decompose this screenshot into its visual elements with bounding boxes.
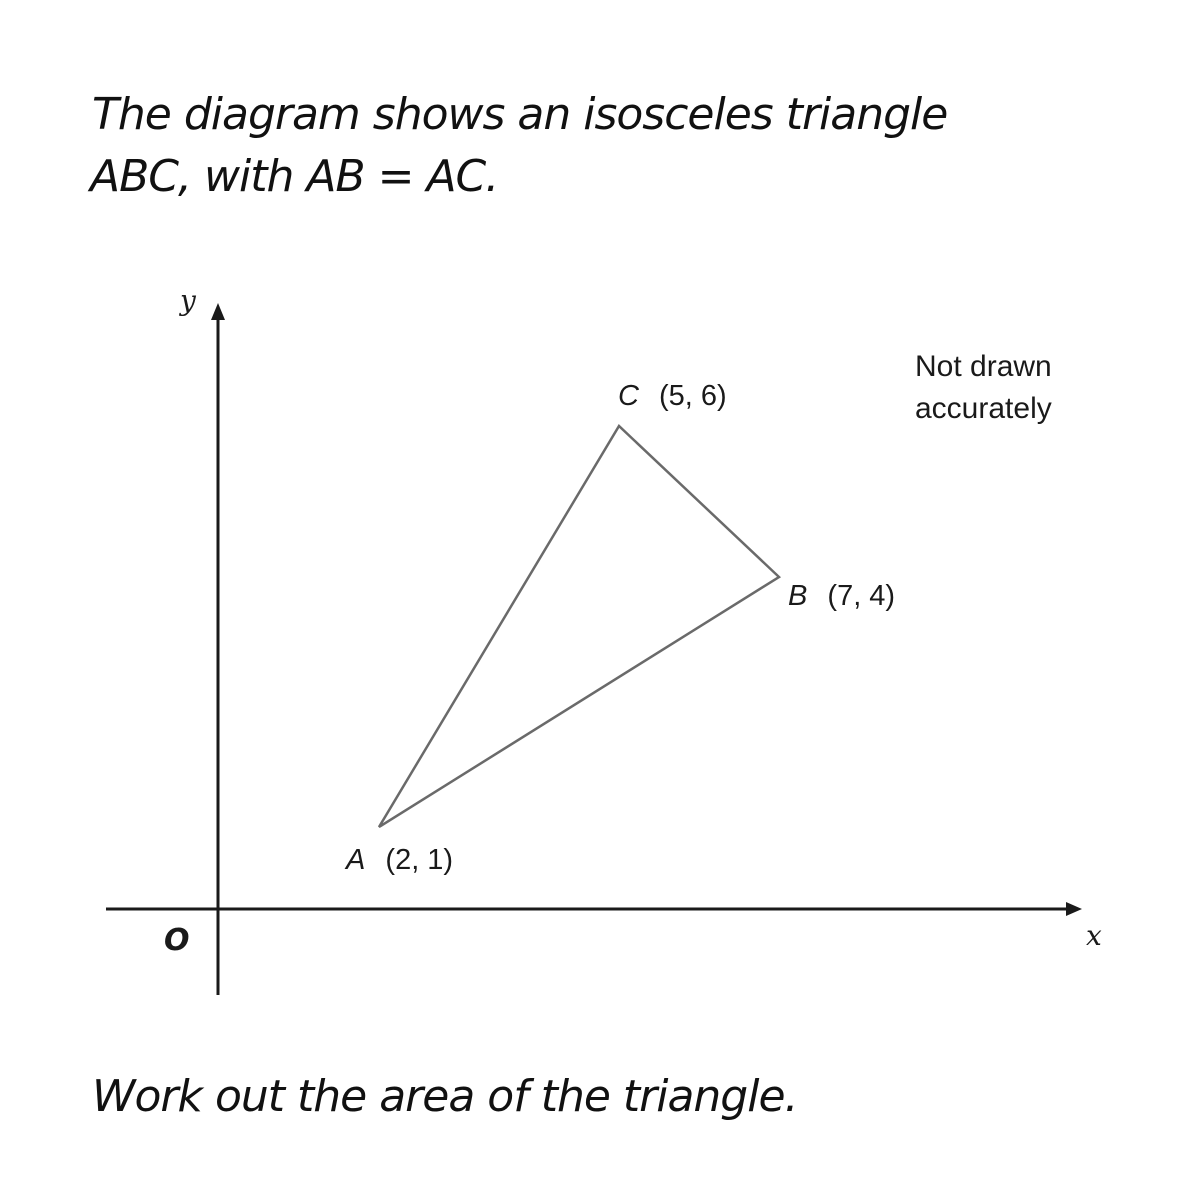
y-axis-arrowhead: [211, 303, 225, 320]
question-intro-line-2: ABC, with AB = AC.: [90, 151, 499, 202]
triangle-abc: [379, 426, 779, 827]
not-drawn-note-line-1: Not drawn: [915, 350, 1052, 383]
point-a-label: [344, 844, 453, 876]
point-c-name: C: [618, 380, 639, 412]
point-a-name: A: [346, 844, 366, 876]
point-b-label: [788, 580, 895, 612]
y-axis-label: y: [180, 284, 196, 317]
point-b-name: B: [788, 580, 808, 612]
origin-label: O: [164, 923, 190, 958]
x-axis-arrowhead: [1066, 902, 1082, 916]
point-c-label: [618, 380, 727, 412]
question-intro-line-1: The diagram shows an isosceles triangle: [92, 89, 948, 140]
question-task: Work out the area of the triangle.: [92, 1071, 798, 1122]
x-axis-label: x: [1086, 919, 1102, 952]
point-b-coords: (7, 4): [827, 580, 896, 612]
not-drawn-note-line-2: accurately: [915, 392, 1052, 425]
point-c-coords: (5, 6): [659, 380, 727, 412]
point-a-coords: (2, 1): [385, 844, 454, 876]
